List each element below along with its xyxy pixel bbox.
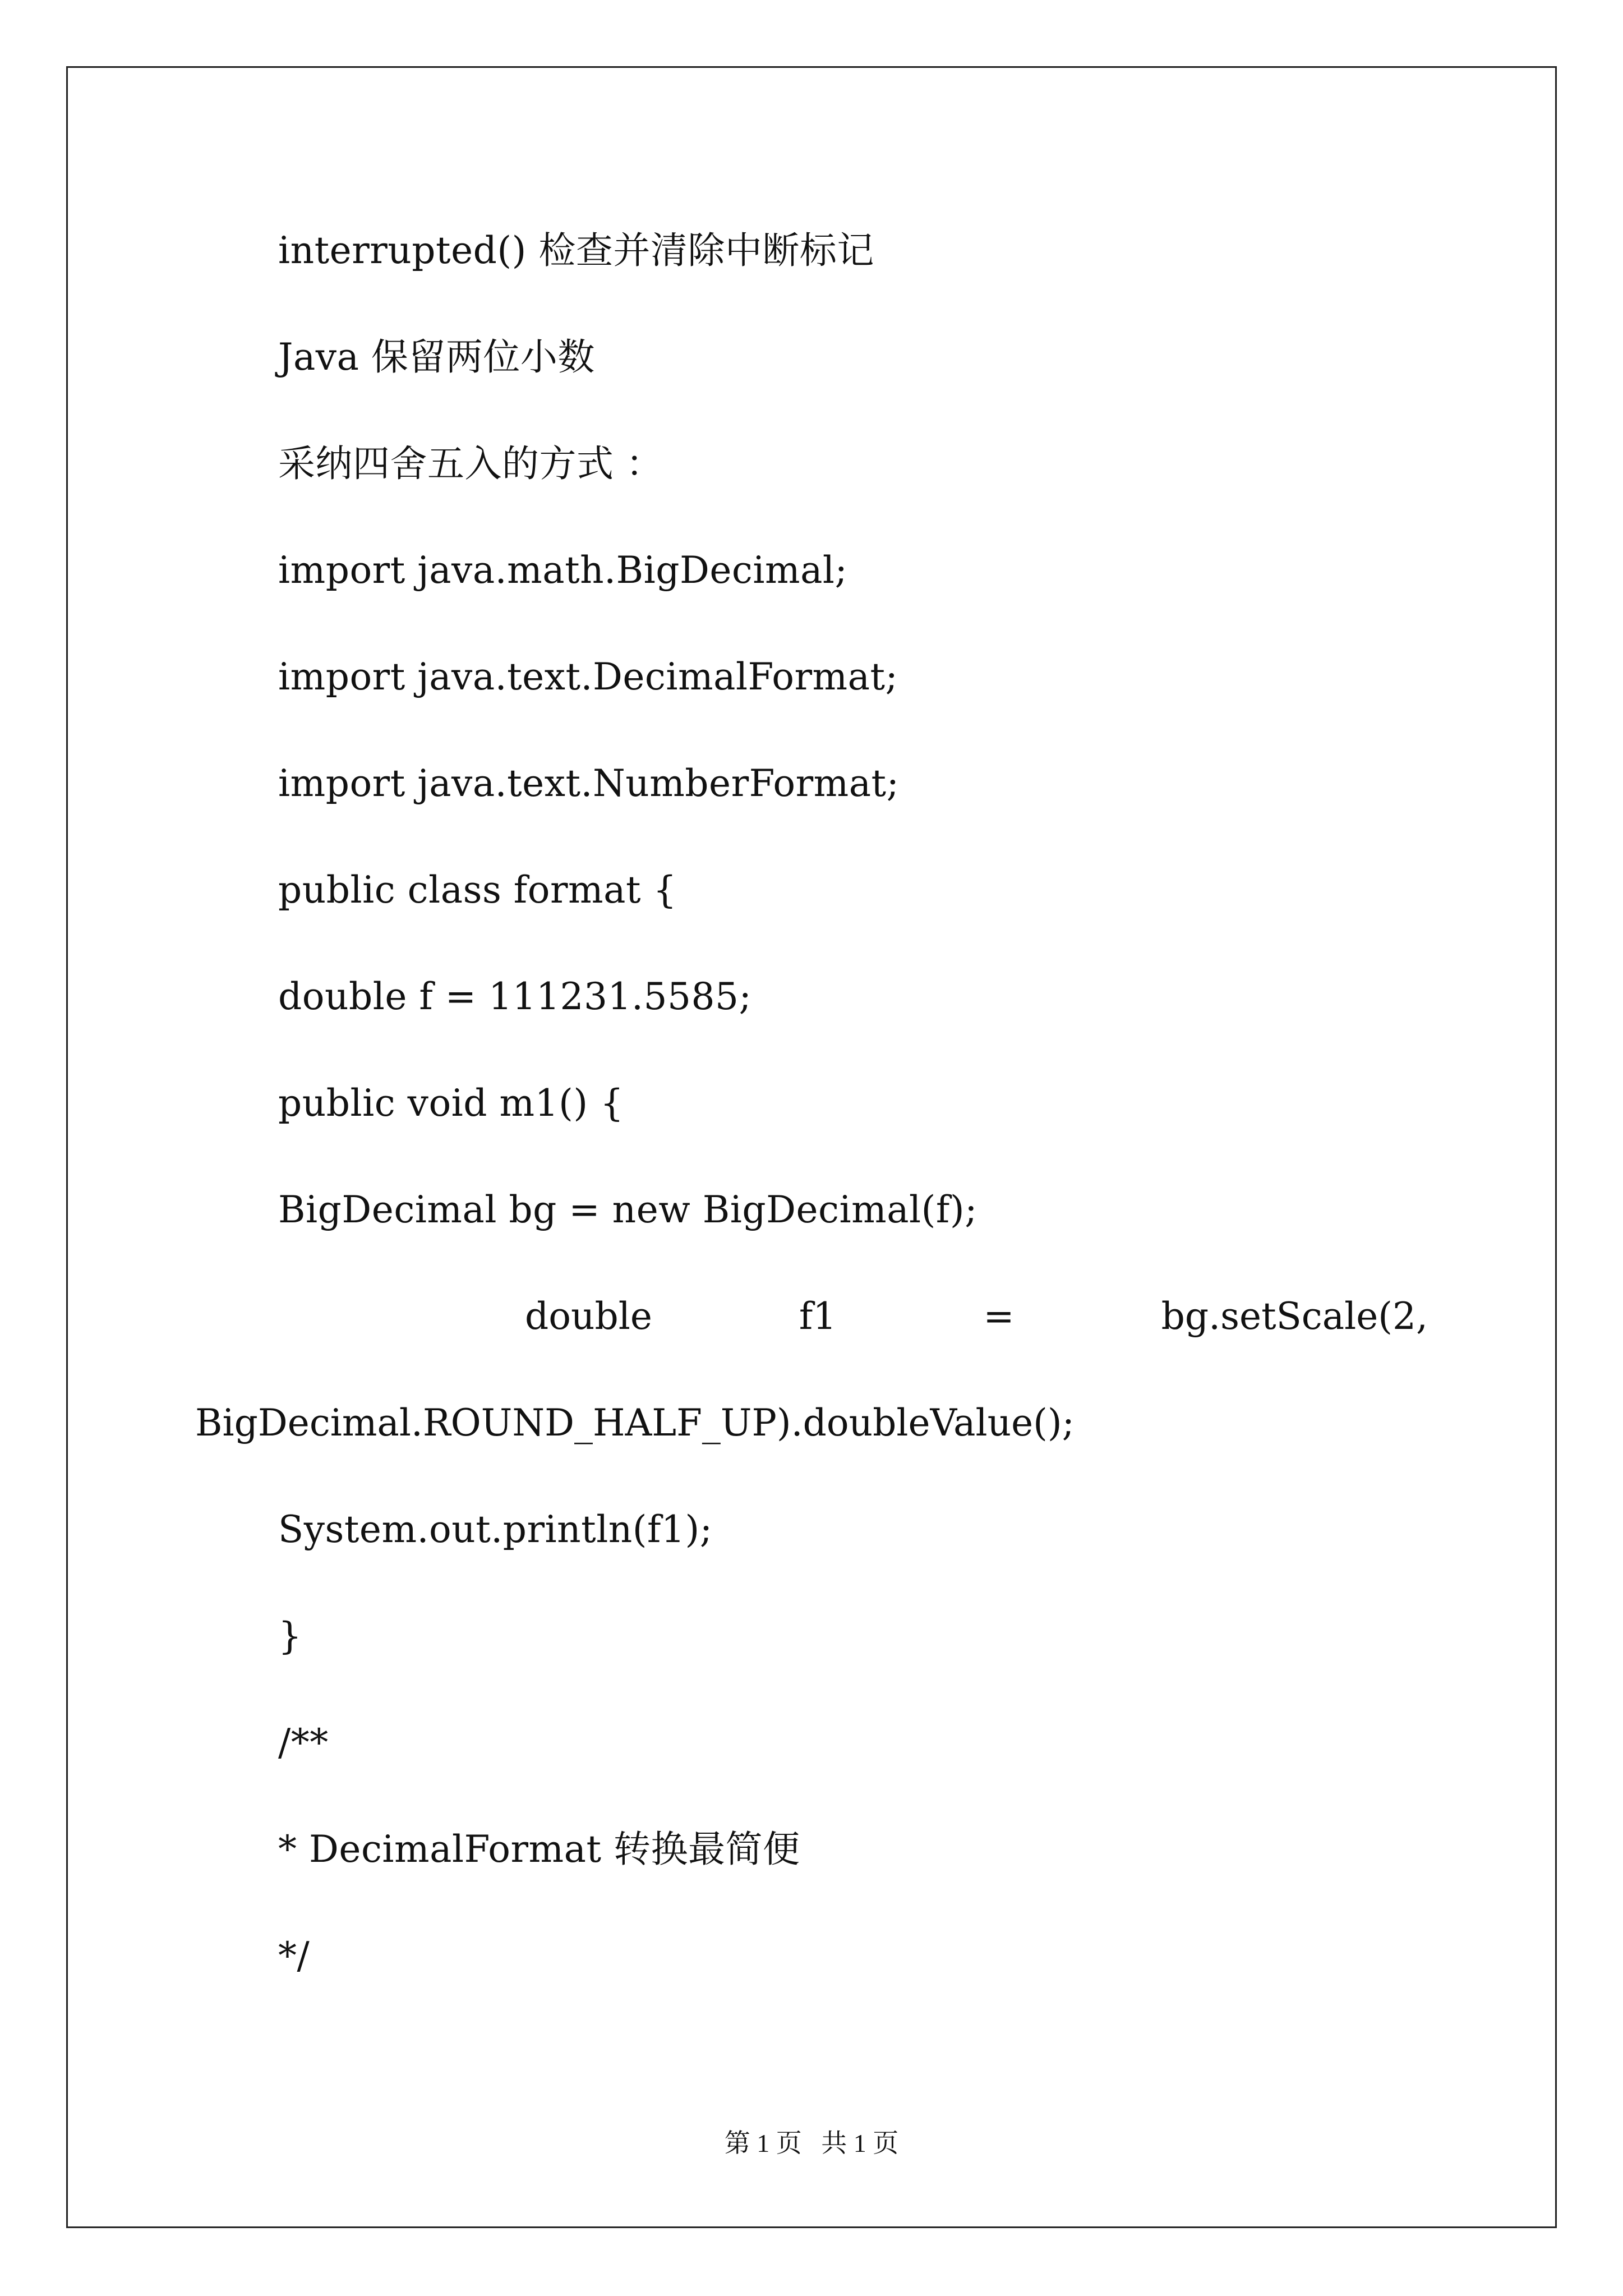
code-token: bg.setScale(2, xyxy=(1161,1295,1428,1338)
text-line: interrupted() 检查并清除中断标记 xyxy=(278,229,874,272)
code-line: double f = 111231.5585; xyxy=(278,975,752,1018)
code-comment-line: /** xyxy=(278,1721,329,1764)
code-line: System.out.println(f1); xyxy=(278,1508,713,1551)
code-line: BigDecimal bg = new BigDecimal(f); xyxy=(278,1188,978,1231)
code-token: double xyxy=(525,1295,652,1338)
page-footer: 第 1 页 共 1 页 xyxy=(724,2129,899,2157)
text-line: Java 保留两位小数 xyxy=(278,335,595,379)
wrapped-code-line-second: BigDecimal.ROUND_HALF_UP).doubleValue(); xyxy=(195,1401,1075,1444)
code-token: = xyxy=(983,1295,1015,1338)
code-line: public void m1() { xyxy=(278,1082,624,1125)
code-line: import java.text.DecimalFormat; xyxy=(278,655,898,698)
code-token: f1 xyxy=(799,1295,837,1338)
code-line: import java.text.NumberFormat; xyxy=(278,762,900,805)
wrapped-code-line-first xyxy=(525,1289,1428,1345)
text-line: 采纳四舍五入的方式 ： xyxy=(278,442,663,485)
code-comment-line: * DecimalFormat 转换最简便 xyxy=(278,1828,800,1871)
code-line: } xyxy=(278,1614,302,1658)
page-border xyxy=(66,66,1557,2228)
code-line: import java.math.BigDecimal; xyxy=(278,549,848,592)
code-line: public class format { xyxy=(278,868,677,912)
code-comment-line: */ xyxy=(278,1934,310,1977)
